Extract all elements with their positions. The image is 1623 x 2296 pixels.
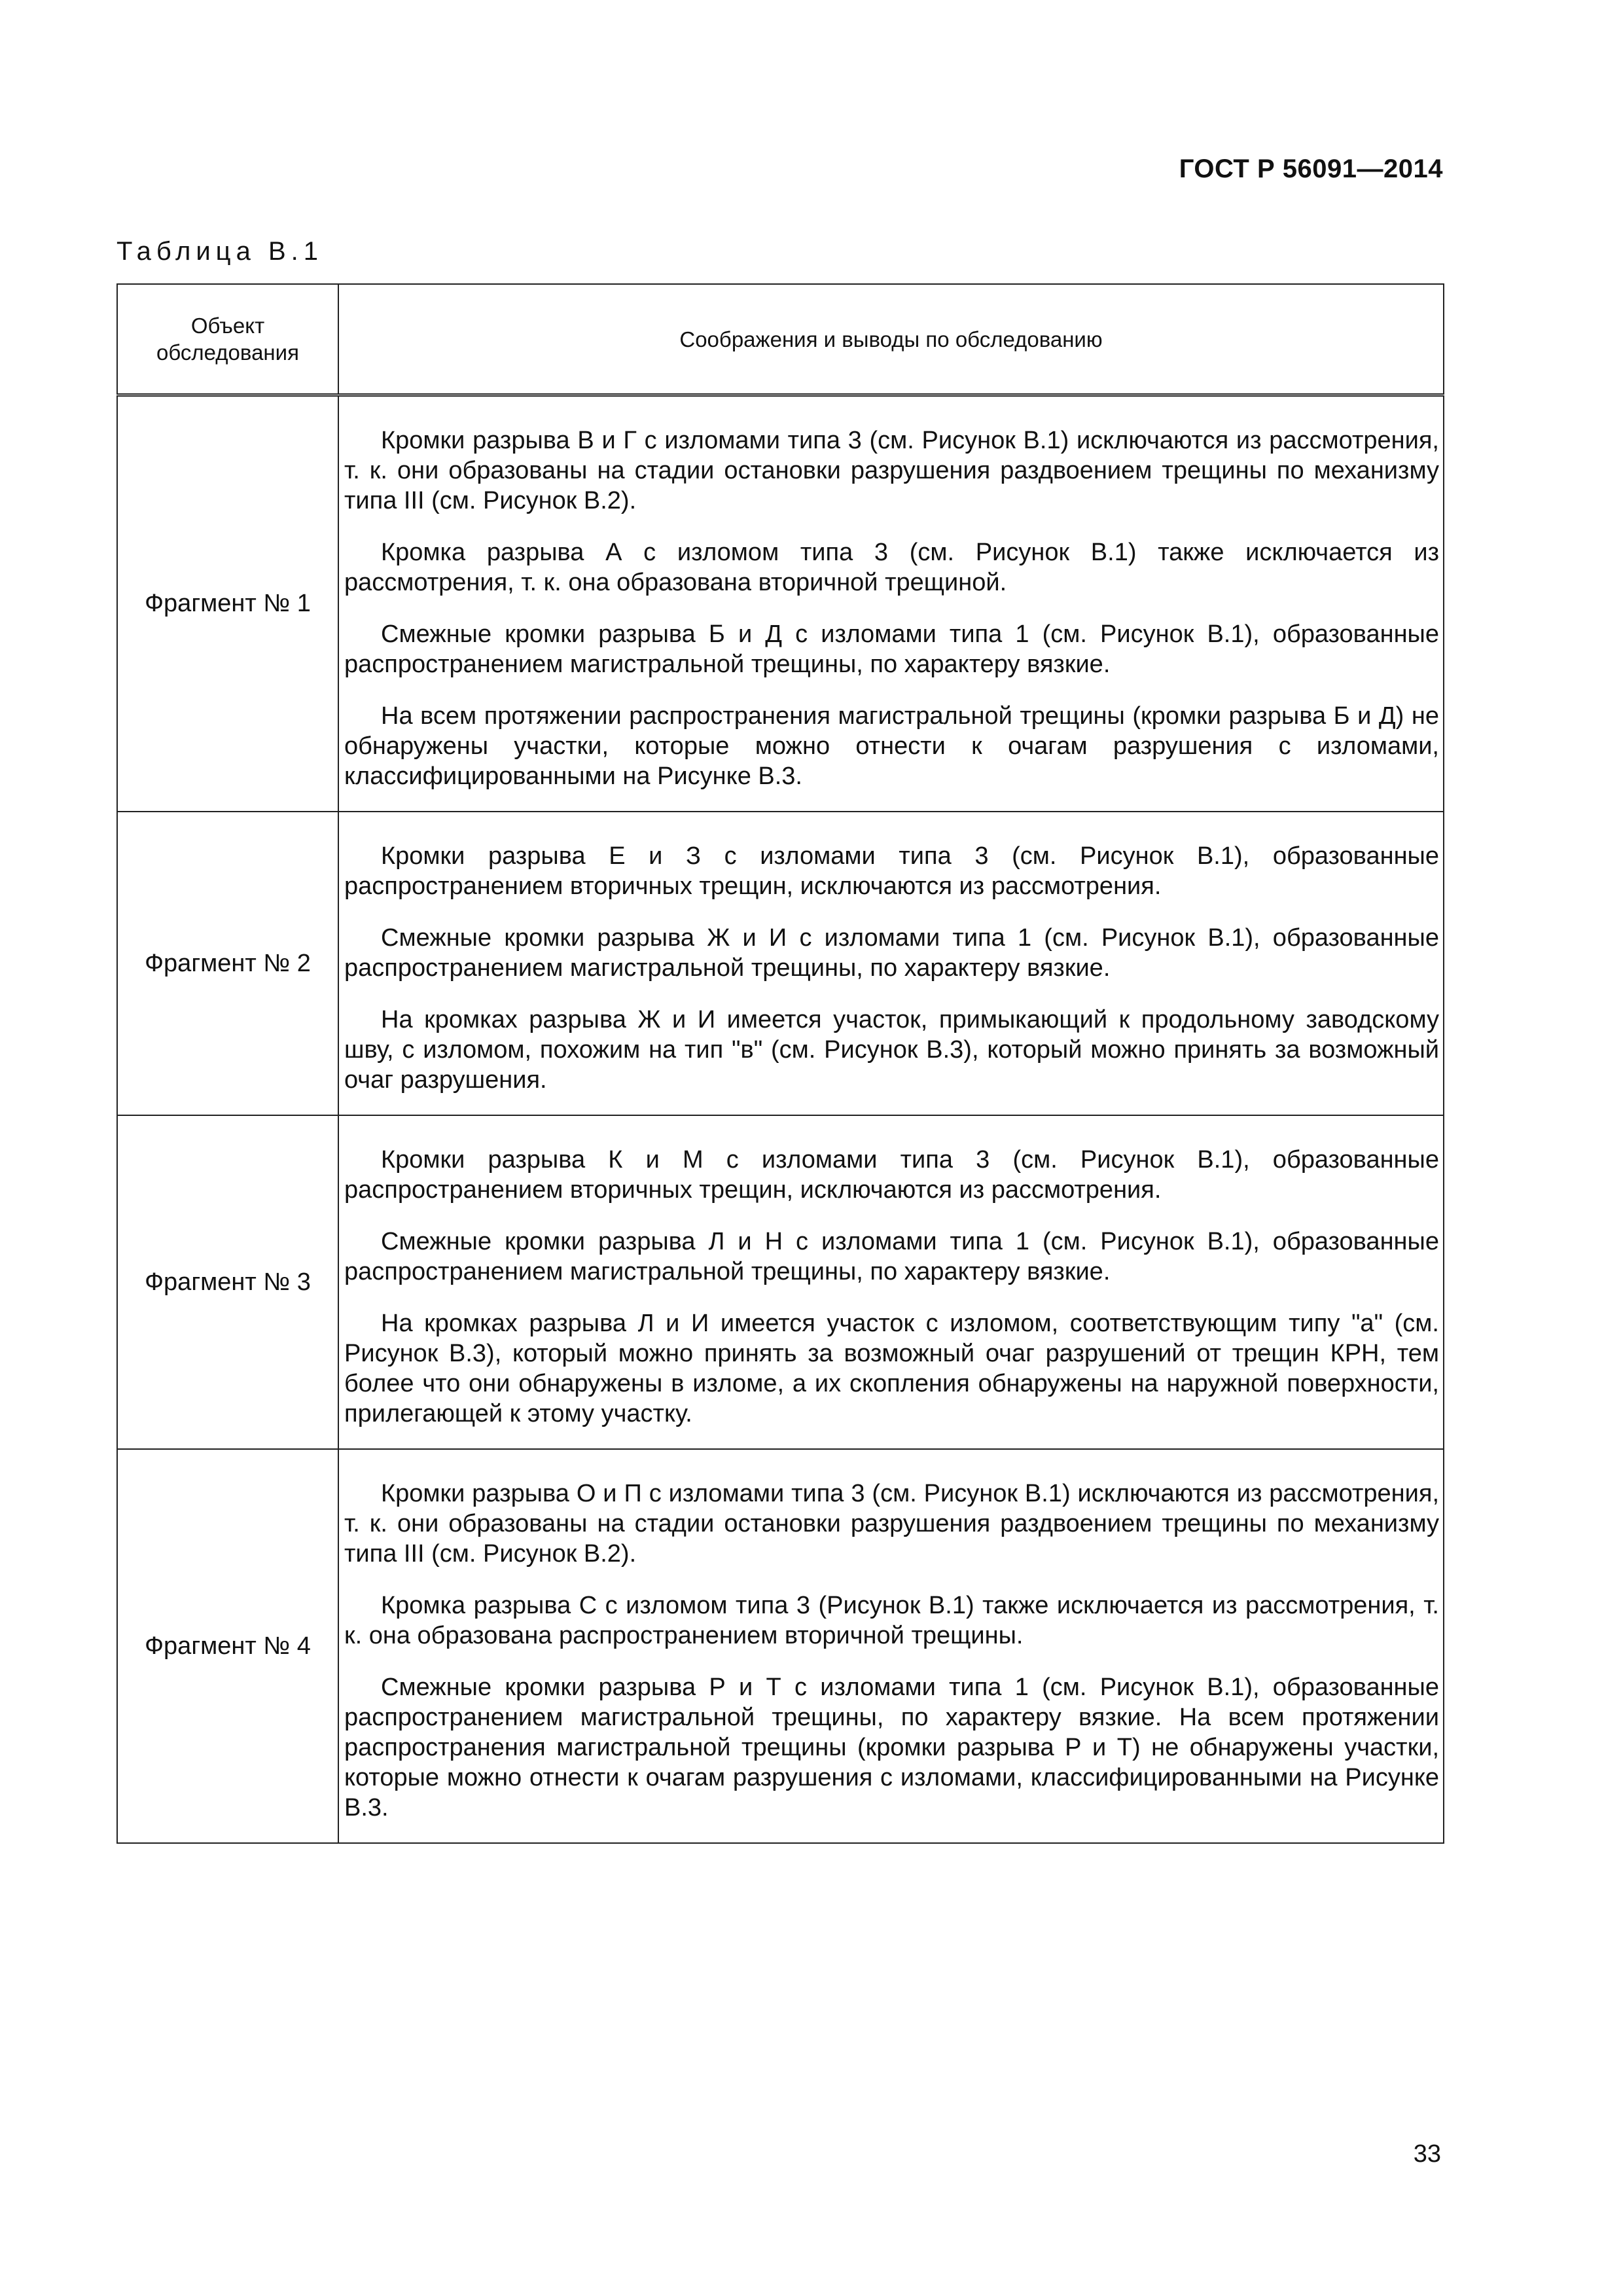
paragraph: На кромках разрыва Л и И имеется участок с изломом, соответствующим типу "а" (см. Рисунок В.3), который можно принять за возможный очаг разрушений от трещин КРН, тем более что они обнаружены в изломе, а их скопления обнаружены на наружной поверхности, прилегающей к этому участку.	[344, 1310, 1439, 1427]
object-cell: Фрагмент № 1	[117, 395, 338, 812]
paragraph: Кромки разрыва К и М с изломами типа 3 (см. Рисунок В.1), образованные распространением вторичных трещин, исключаются из рассмотрения.	[344, 1146, 1439, 1204]
column-header-conclusions: Соображения и выводы по обследованию	[338, 284, 1444, 395]
table-row	[117, 812, 1444, 1115]
object-cell: Фрагмент № 4	[117, 1449, 338, 1843]
column-header-object: Объект обследования	[117, 284, 338, 395]
conclusions-cell	[338, 1449, 1444, 1843]
conclusions-cell	[338, 1115, 1444, 1449]
table-row	[117, 395, 1444, 812]
table-row	[117, 1449, 1444, 1843]
paragraph: Смежные кромки разрыва Ж и И с изломами типа 1 (см. Рисунок В.1), образованные распространением магистральной трещины, по характеру вязкие.	[344, 924, 1439, 982]
paragraph: Смежные кромки разрыва Л и Н с изломами типа 1 (см. Рисунок В.1), образованные распространением магистральной трещины, по характеру вязкие.	[344, 1228, 1439, 1285]
paragraph: Кромка разрыва А с изломом типа 3 (см. Рисунок В.1) также исключается из рассмотрения, т. к. она образована вторичной трещиной.	[344, 539, 1439, 596]
object-cell: Фрагмент № 2	[117, 812, 338, 1115]
paragraph: Кромки разрыва В и Г с изломами типа 3 (см. Рисунок В.1) исключаются из рассмотрения, т. к. они образованы на стадии остановки разрушения раздвоением трещины по механизму типа III (см. Рисунок В.2).	[344, 427, 1439, 514]
conclusions-table	[116, 283, 1444, 1844]
conclusions-cell	[338, 395, 1444, 812]
conclusions-cell	[338, 812, 1444, 1115]
standard-id: ГОСТ Р 56091—2014	[1179, 154, 1443, 183]
paragraph: На всем протяжении распространения магистральной трещины (кромки разрыва Б и Д) не обнаружены участки, которые можно отнести к очагам разрушения с изломами, классифицированными на Рисунке В.3.	[344, 702, 1439, 790]
page-number: 33	[1413, 2140, 1441, 2168]
paragraph: Кромки разрыва Е и З с изломами типа 3 (см. Рисунок В.1), образованные распространением вторичных трещин, исключаются из рассмотрения.	[344, 842, 1439, 900]
object-cell: Фрагмент № 3	[117, 1115, 338, 1449]
paragraph: Смежные кромки разрыва Б и Д с изломами типа 1 (см. Рисунок В.1), образованные распространением магистральной трещины, по характеру вязкие.	[344, 620, 1439, 678]
paragraph: На кромках разрыва Ж и И имеется участок, примыкающий к продольному заводскому шву, с изломом, похожим на тип "в" (см. Рисунок В.3), который можно принять за возможный очаг разрушения.	[344, 1006, 1439, 1094]
paragraph: Кромки разрыва О и П с изломами типа 3 (см. Рисунок В.1) исключаются из рассмотрения, т. к. они образованы на стадии остановки разрушения раздвоением трещины по механизму типа III (см. Рисунок В.2).	[344, 1480, 1439, 1568]
paragraph: Кромка разрыва С с изломом типа 3 (Рисунок В.1) также исключается из рассмотрения, т. к. она образована распространением вторичной трещины.	[344, 1592, 1439, 1649]
paragraph: Смежные кромки разрыва Р и Т с изломами типа 1 (см. Рисунок В.1), образованные распространением магистральной трещины, по характеру вязкие. На всем протяжении распространения магистральной трещины (кромки разрыва Р и Т) не обнаружены участки, которые можно отнести к очагам разрушения с изломами, классифицированными на Рисунке В.3.	[344, 1674, 1439, 1821]
table-caption: Таблица В.1	[116, 237, 323, 266]
table-header-row	[117, 284, 1444, 395]
table-row	[117, 1115, 1444, 1449]
